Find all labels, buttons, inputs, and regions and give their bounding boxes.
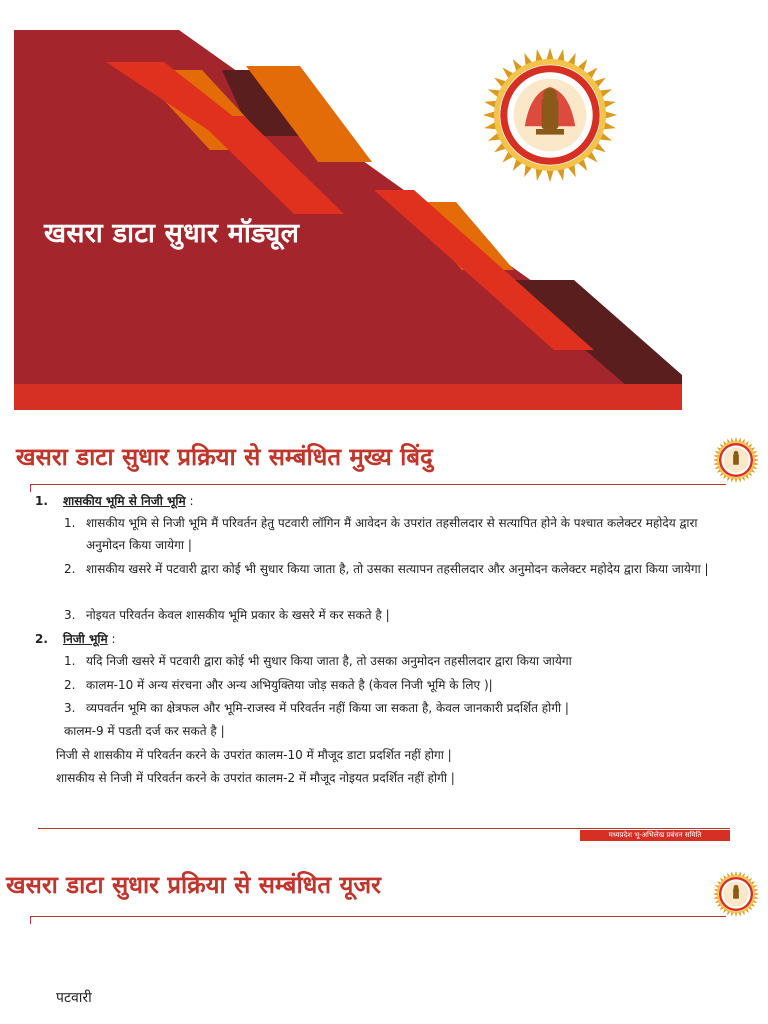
section-title: निजी भूमि (63, 632, 108, 646)
item-number: 1. (64, 516, 76, 530)
note-text: शासकीय से निजी में परिवर्तन करने के उपरांत कालम-2 में मौजूद नोइयत प्रदर्शित नहीं होगी | (56, 771, 455, 785)
list-item (64, 650, 724, 672)
section-colon: : (107, 632, 116, 646)
note-text: निजी से शासकीय में परिवर्तन करने के उपरांत कालम-10 में मौजूद डाटा प्रदर्शित नहीं होगा | (56, 748, 452, 762)
list-item (64, 697, 724, 719)
list-item (64, 512, 724, 556)
section-number: 2. (35, 632, 48, 646)
banner-title: खसरा डाटा सुधार मॉड्यूल (44, 218, 300, 249)
list-item (64, 558, 724, 580)
item-text: शासकीय खसरे में पटवारी द्वारा कोई भी सुधार किया जाता है, तो उसका सत्यापन तहसीलदार और अनुमोदन कलेक्टर महोदेय द्वारा किया जायेगा | (86, 562, 709, 576)
item-text: कालम-10 में अन्य संरचना और अन्य अभियुक्तिया जोड़ सकते है (केवल निजी भूमि के लिए )| (86, 678, 493, 692)
underline-tick (30, 916, 31, 924)
madhya-pradesh-seal-icon (712, 870, 760, 918)
user-role-text: पटवारी (56, 990, 92, 1006)
item-number: 3. (64, 701, 76, 715)
section-number: 1. (35, 494, 48, 508)
users-title: खसरा डाटा सुधार प्रक्रिया से सम्बंधित यूजर (6, 871, 381, 899)
list-item (64, 604, 724, 626)
item-text: यदि निजी खसरे में पटवारी द्वारा कोई भी सुधार किया जाता है, तो उसका अनुमोदन तहसीलदार द्वारा किया जायेगा (86, 654, 572, 668)
item-number: 2. (64, 678, 76, 692)
underline-tick (30, 484, 31, 492)
slide-divider (38, 828, 730, 829)
item-text: व्यपवर्तन भूमि का क्षेत्रफल और भूमि-राजस्व में परिवर्तन नहीं किया जा सकता है, केवल जानकारी प्रदर्शित होगी | (86, 701, 569, 715)
section-title: शासकीय भूमि से निजी भूमि (63, 494, 186, 508)
section-colon: : (185, 494, 194, 508)
section-heading (35, 490, 194, 512)
list-item (64, 674, 724, 696)
item-text: नोइयत परिवर्तन केवल शासकीय भूमि प्रकार के खसरे में कर सकते है | (86, 608, 390, 622)
title-underline (30, 484, 726, 485)
note-text: कालम-9 में पडती दर्ज कर सकते है | (64, 724, 225, 738)
madhya-pradesh-seal-icon (712, 436, 760, 484)
section-heading (35, 628, 116, 650)
item-text: शासकीय भूमि से निजी भूमि मैं परिवर्तन हेतु पटवारी लॉगिन मैं आवेदन के उपरांत तहसीलदार से सत्यापित होने के पश्चात कलेक्टर महोदेय द्वारा अनुमोदन किया जायेगा | (86, 516, 698, 552)
madhya-pradesh-seal-icon (480, 45, 620, 185)
footer-tag: मध्यप्रदेश भू-अभिलेख प्रबंधन समिति (580, 830, 730, 841)
banner-footer-text: मध्यप्रदेश भू-अभिलेख प्रबंधन समिति (26, 419, 212, 435)
item-number: 1. (64, 654, 76, 668)
item-number: 2. (64, 562, 76, 576)
item-number: 3. (64, 608, 76, 622)
title-underline (30, 916, 726, 917)
key-points-title: खसरा डाटा सुधार प्रक्रिया से सम्बंधित मुख्य बिंदु (16, 443, 433, 471)
